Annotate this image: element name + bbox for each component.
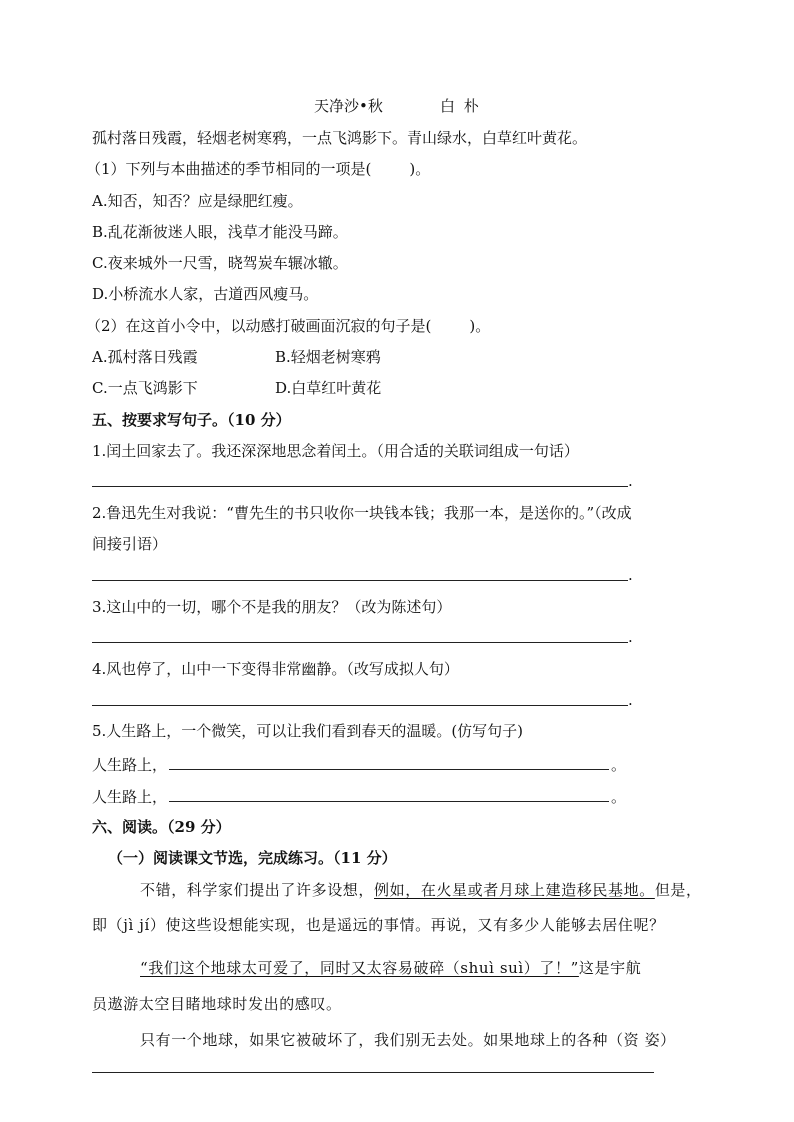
- s5-item-3: 3.这山中的一切，哪个不是我的朋友？（改为陈述句）: [92, 598, 452, 616]
- poem-title-text: 天净沙•秋: [314, 97, 383, 115]
- bottom-rule: [92, 1072, 654, 1073]
- q1-option-c: C.夜来城外一尺雪，晓驾炭车辗冰辙。: [92, 254, 348, 272]
- s5-answer-end-4: .: [628, 691, 633, 709]
- reading-para-1-cont: 即（jì jí）使这些设想能实现，也是遥远的事情。再说，又有多少人能够去居住呢？: [92, 916, 665, 934]
- s5-item-5: 5.人生路上，一个微笑，可以让我们看到春天的温暖。(仿写句子): [92, 722, 524, 740]
- s5-answer-line-1[interactable]: [92, 486, 628, 487]
- q2-option-a: A.孤村落日残霞: [92, 348, 198, 366]
- reading-para-1: 不错，科学家们提出了许多设想，例如，在火星或者月球上建造移民基地。但是，: [140, 881, 702, 899]
- s5-answer-line-3[interactable]: [92, 642, 628, 643]
- s5-item-2-cont: 间接引语）: [92, 535, 168, 553]
- s5-answer-end-2: .: [628, 566, 633, 584]
- section6-heading: 六、阅读。（29 分）: [92, 818, 231, 836]
- poem-text: 孤村落日残霞，轻烟老树寒鸦，一点飞鸿影下。青山绿水，白草红叶黄花。: [92, 129, 588, 147]
- q2-option-d: D.白草红叶黄花: [275, 379, 382, 397]
- reading-para-2: “我们这个地球太可爱了，同时又太容易破碎（shuì suì）了！”这是宇航: [140, 959, 642, 977]
- poem-author: 白 朴: [440, 97, 481, 115]
- s5-answer-line-2[interactable]: [92, 580, 628, 581]
- q1-stem: （1）下列与本曲描述的季节相同的一项是( )。: [86, 160, 431, 178]
- s5-fill-line-2: 人生路上， 。: [92, 785, 626, 807]
- section5-heading: 五、按要求写句子。（10 分）: [92, 411, 291, 429]
- underlined-sentence-2: “我们这个地球太可爱了，同时又太容易破碎（shuì suì）了！”: [140, 959, 579, 977]
- s5-item-1: 1.闰土回家去了。我还深深地思念着闰土。（用合适的关联词组成一句话）: [92, 442, 579, 460]
- s5-answer-end-1: .: [628, 472, 633, 490]
- s5-item-4: 4.风也停了，山中一下变得非常幽静。（改写成拟人句）: [92, 660, 459, 678]
- s5-answer-end-3: .: [628, 628, 633, 646]
- s5-fill-blank-2[interactable]: [169, 785, 609, 802]
- s5-answer-line-4[interactable]: [92, 705, 628, 706]
- q1-option-a: A.知否，知否？应是绿肥红瘦。: [92, 192, 303, 210]
- q2-option-c: C.一点飞鸿影下: [92, 379, 198, 397]
- section6-sub-heading: （一）阅读课文节选，完成练习。（11 分）: [108, 849, 397, 867]
- reading-para-3: 只有一个地球，如果它被破坏了，我们别无去处。如果地球上的各种（资 姿）: [140, 1031, 676, 1049]
- s5-item-2: 2.鲁迅先生对我说：“曹先生的书只收你一块钱本钱；我那一本，是送你的。”（改成: [92, 504, 632, 522]
- reading-para-2-cont: 员遨游太空目睹地球时发出的感叹。: [92, 995, 342, 1013]
- s5-fill-line-1: 人生路上， 。: [92, 753, 626, 775]
- q2-option-b: B.轻烟老树寒鸦: [275, 348, 381, 366]
- poem-title: [314, 96, 383, 116]
- q1-option-d: D.小桥流水人家，古道西风瘦马。: [92, 285, 319, 303]
- underlined-sentence-1: 例如，在火星或者月球上建造移民基地。: [374, 881, 655, 899]
- s5-fill-blank-1[interactable]: [169, 753, 609, 770]
- q1-option-b: B.乱花渐彼迷人眼，浅草才能没马蹄。: [92, 223, 348, 241]
- q2-stem: （2）在这首小令中，以动感打破画面沉寂的句子是( )。: [86, 317, 491, 335]
